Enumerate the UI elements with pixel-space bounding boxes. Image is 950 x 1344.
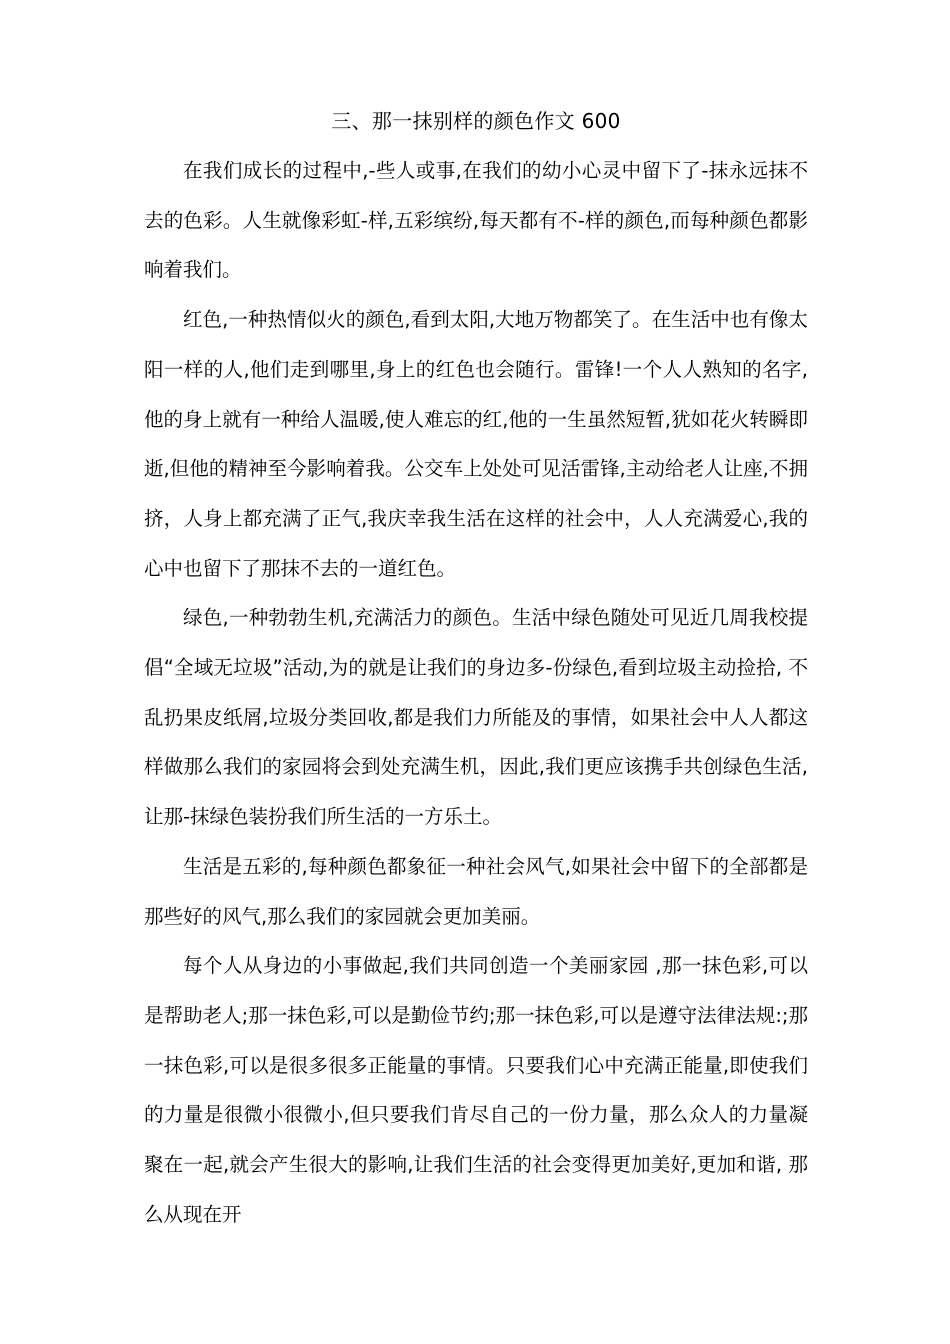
document-title: 三、那一抹别样的颜色作文 600	[331, 109, 621, 133]
paragraph-red: 红色,一种热情似火的颜色,看到太阳,大地万物都笑了。在生活中也有像太阳一样的人,他们走到哪里,身上的红色也会随行。雷锋!一个人人熟知的名字,他的身上就有一种给人温暖,使人难忘的红,他的一生虽然短暂,犹如花火转瞬即逝,但他的精神至今影响着我。公交车上处处可见活雷锋,主动给老人让座,不拥挤，人身上都充满了正气,我庆幸我生活在这样的社会中，人人充满爱心,我的心中也留下了那抹不去的一道红色。	[144, 308, 808, 580]
paragraph-intro: 在我们成长的过程中,-些人或事,在我们的幼小心灵中留下了-抹永远抹不去的色彩。人生就像彩虹-样,五彩缤纷,每天都有不-样的颜色,而每种颜色都影响着我们。	[144, 159, 808, 282]
document-body	[144, 96, 808, 1239]
paragraph-everyone: 每个人从身边的小事做起,我们共同创造一个美丽家园 ,那一抹色彩,可以是帮助老人;那一抹色彩,可以是勤俭节约;那一抹色彩,可以是遵守法律法规:;那一抹色彩,可以是很多很多正能量的事情。只要我们心中充满正能量,即使我们的力量是很微小很微小,但只要我们肯尽自己的一份力量，那么众人的力量凝聚在一起,就会产生很大的影响,让我们生活的社会变得更加美好,更加和谐, 那么从现在开	[144, 954, 808, 1226]
paragraph-green: 绿色,一种勃勃生机,充满活力的颜色。生活中绿色随处可见近几周我校提倡“全域无垃圾”活动,为的就是让我们的身边多-份绿色,看到垃圾主动捡拾, 不乱扔果皮纸屑,垃圾分类回收,都是我们力所能及的事情，如果社会中人人都这样做那么我们的家园将会到处充满生机，因此,我们更应该携手共创绿色生活,让那-抹绿色装扮我们所生活的一方乐土。	[144, 606, 808, 829]
paragraph-colorful-life: 生活是五彩的,每种颜色都象征一种社会风气,如果社会中留下的全部都是那些好的风气,那么我们的家园就会更加美丽。	[144, 854, 808, 928]
